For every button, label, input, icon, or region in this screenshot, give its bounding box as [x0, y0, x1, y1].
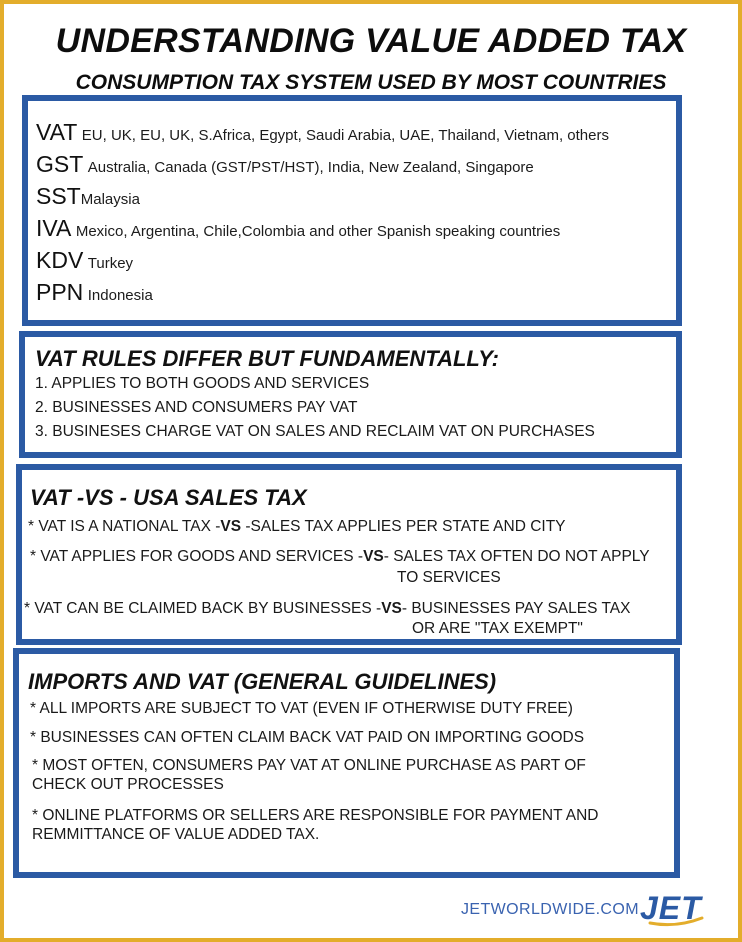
- tax-name-row: [36, 151, 534, 178]
- imports-item: * ONLINE PLATFORMS OR SELLERS ARE RESPONSIBLE FOR PAYMENT AND: [32, 807, 599, 824]
- comparison-sales-tax-text: - SALES TAX OFTEN DO NOT APPLY: [383, 548, 650, 565]
- vat-vs-sales-tax-box: [16, 464, 682, 645]
- comparison-vat-text: * VAT IS A NATIONAL TAX -: [28, 518, 221, 535]
- imports-item: CHECK OUT PROCESSES: [32, 776, 224, 793]
- comparison-row: [24, 600, 630, 618]
- imports-item: REMMITTANCE OF VALUE ADDED TAX.: [32, 826, 320, 843]
- vat-rules-heading: VAT RULES DIFFER BUT FUNDAMENTALLY:: [35, 346, 499, 371]
- tax-code: PPN: [36, 279, 84, 305]
- tax-code: VAT: [36, 119, 78, 145]
- page-title: UNDERSTANDING VALUE ADDED TAX: [55, 22, 687, 60]
- imports-item: * MOST OFTEN, CONSUMERS PAY VAT AT ONLINE PURCHASE AS PART OF: [32, 757, 586, 774]
- tax-name-row: [36, 247, 133, 274]
- vat-rules-box: [19, 331, 682, 458]
- tax-countries: Australia, Canada (GST/PST/HST), India, New Zealand, Singapore: [87, 159, 534, 176]
- tax-countries: Malaysia: [80, 191, 140, 208]
- comparison-row: [30, 548, 650, 566]
- tax-name-row: [36, 279, 153, 306]
- imports-item: * BUSINESSES CAN OFTEN CLAIM BACK VAT PAID ON IMPORTING GOODS: [30, 729, 585, 746]
- comparison-continuation: TO SERVICES: [397, 569, 501, 586]
- jet-logo: [636, 888, 706, 928]
- tax-code: IVA: [36, 215, 72, 241]
- comparison-continuation: OR ARE "TAX EXEMPT": [412, 620, 583, 637]
- tax-code: GST: [36, 151, 84, 177]
- rule-item: 3. BUSINESES CHARGE VAT ON SALES AND RECLAIM VAT ON PURCHASES: [35, 423, 595, 440]
- vs-label: VS: [381, 600, 402, 617]
- comparison-vat-text: * VAT APPLIES FOR GOODS AND SERVICES -: [30, 548, 364, 565]
- page-subtitle: CONSUMPTION TAX SYSTEM USED BY MOST COUNTRIES: [75, 71, 667, 94]
- tax-names-box: [22, 95, 682, 326]
- rule-item: 1. APPLIES TO BOTH GOODS AND SERVICES: [35, 375, 370, 392]
- comparison-row: [28, 518, 566, 536]
- tax-name-row: [36, 215, 560, 242]
- imports-box: [13, 648, 680, 878]
- comparison-heading: VAT -VS - USA SALES TAX: [30, 485, 307, 510]
- tax-countries: EU, UK, EU, UK, S.Africa, Egypt, Saudi Arabia, UAE, Thailand, Vietnam, others: [81, 127, 609, 144]
- comparison-vat-text: * VAT CAN BE CLAIMED BACK BY BUSINESSES -: [24, 600, 382, 617]
- tax-countries: Turkey: [87, 255, 134, 272]
- tax-code: KDV: [36, 247, 84, 273]
- tax-countries: Mexico, Argentina, Chile,Colombia and other Spanish speaking countries: [75, 223, 561, 240]
- tax-name-row: [36, 183, 140, 210]
- imports-heading: IMPORTS AND VAT (GENERAL GUIDELINES): [28, 669, 497, 694]
- comparison-sales-tax-text: - BUSINESSES PAY SALES TAX: [401, 600, 631, 617]
- website-url: JETWORLDWIDE.COM: [461, 901, 639, 918]
- tax-code: SST: [36, 183, 81, 209]
- vs-label: VS: [220, 518, 242, 535]
- logo-wordmark: JET: [640, 890, 702, 926]
- rule-item: 2. BUSINESSES AND CONSUMERS PAY VAT: [35, 399, 358, 416]
- tax-name-row: [36, 119, 609, 146]
- tax-countries: Indonesia: [87, 287, 153, 304]
- comparison-sales-tax-text: -SALES TAX APPLIES PER STATE AND CITY: [241, 518, 566, 535]
- imports-item: * ALL IMPORTS ARE SUBJECT TO VAT (EVEN IF OTHERWISE DUTY FREE): [30, 700, 573, 717]
- vs-label: VS: [363, 548, 384, 565]
